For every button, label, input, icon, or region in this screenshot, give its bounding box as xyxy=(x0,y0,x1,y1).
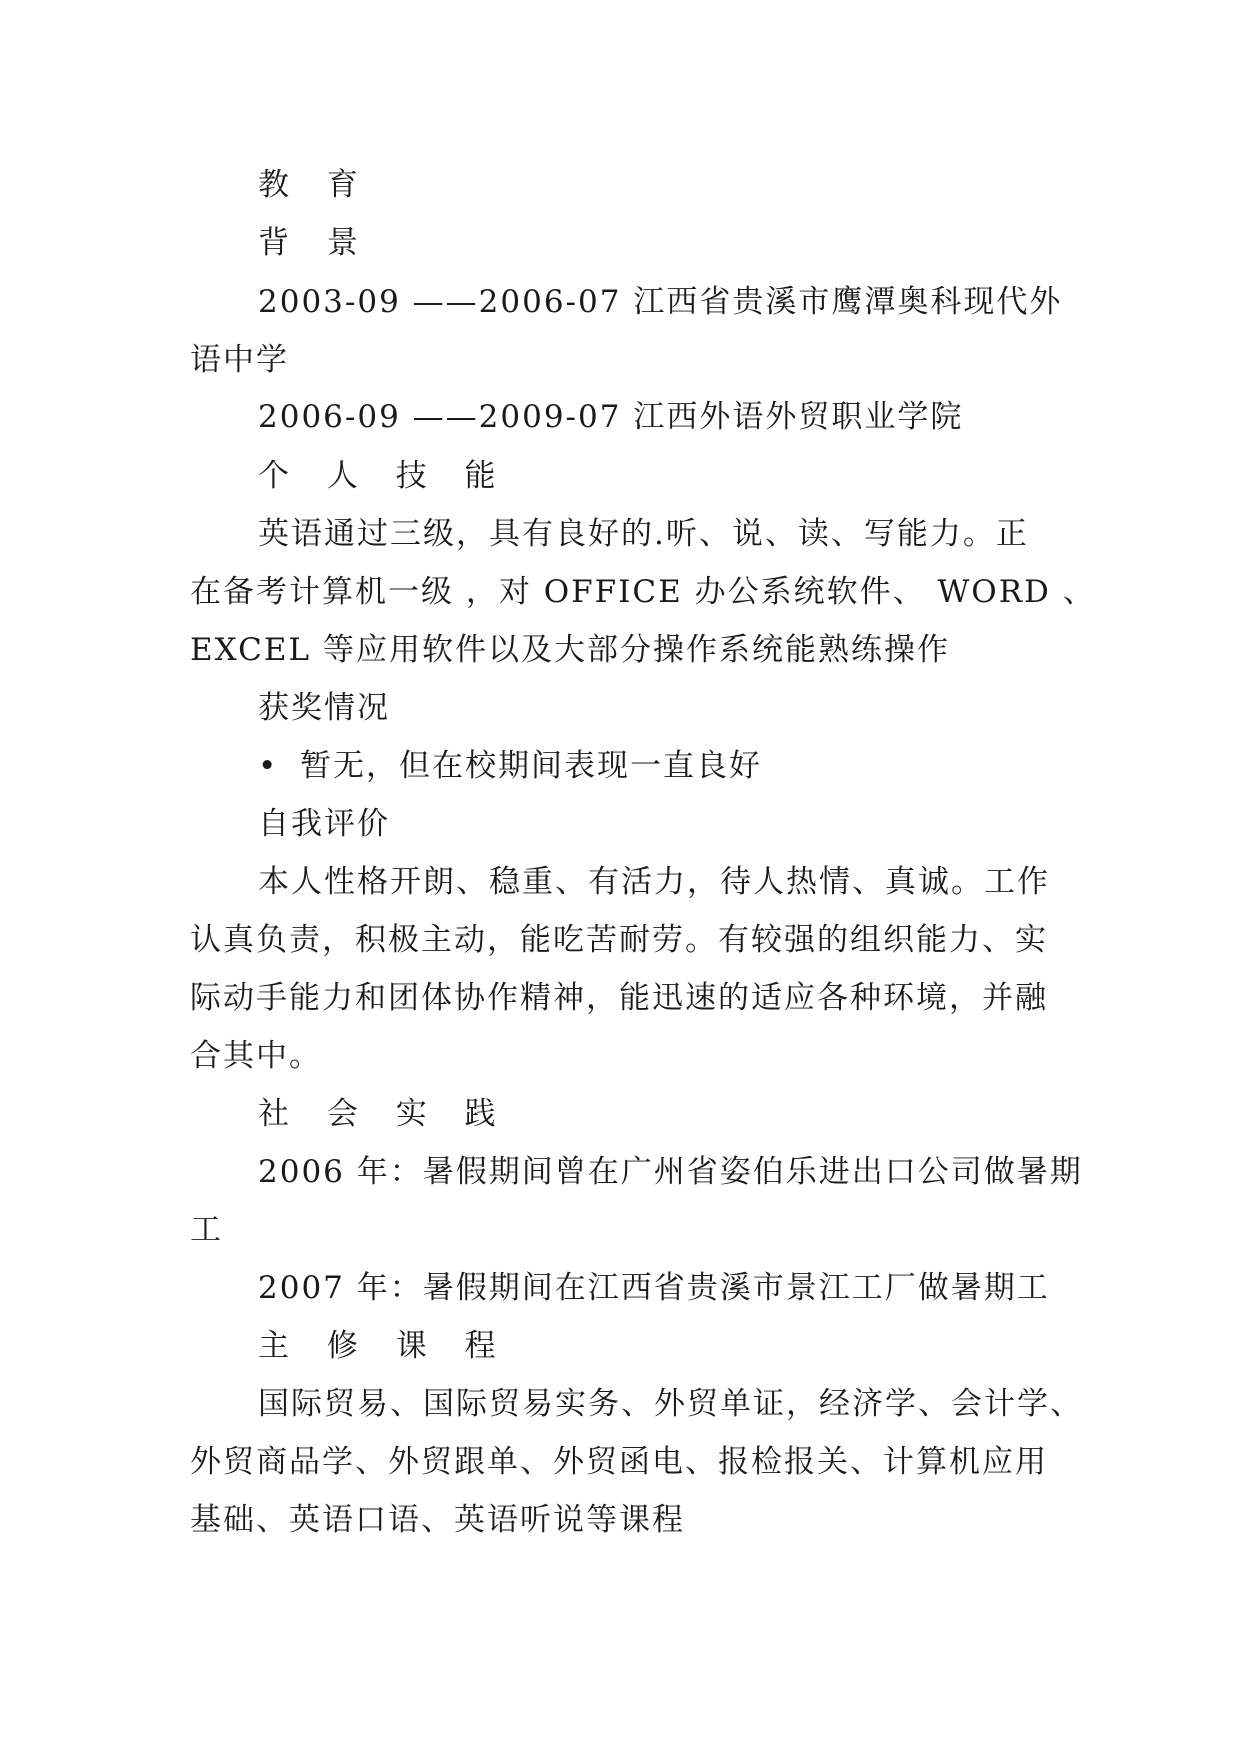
practice-entry-1: 2006 年：暑假期间曾在广州省姿伯乐进出口公司做暑期 xyxy=(258,1154,1083,1190)
awards-heading: 获奖情况 xyxy=(258,690,390,726)
self-evaluation-heading: 自我评价 xyxy=(258,806,390,842)
practice-entry-1-cont: 工 xyxy=(190,1212,223,1248)
skills-line-1: 英语通过三级，具有良好的.听、说、读、写能力。正 xyxy=(258,516,1029,552)
self-evaluation-line-4: 合其中。 xyxy=(190,1038,322,1074)
courses-line-2: 外贸商品学、外贸跟单、外贸函电、报检报关、计算机应用 xyxy=(190,1444,1048,1480)
education-entry-1: 2003-09 ——2006-07 江西省贵溪市鹰潭奥科现代外 xyxy=(258,284,1063,320)
awards-item-text: 暂无，但在校期间表现一直良好 xyxy=(300,748,762,784)
education-heading-line1: 教 育 xyxy=(258,167,372,203)
skills-line-2: 在备考计算机一级 ，对 OFFICE 办公系统软件、 WORD 、 xyxy=(190,574,1096,610)
skills-line-3: EXCEL 等应用软件以及大部分操作系统能熟练操作 xyxy=(190,632,950,668)
self-evaluation-line-1: 本人性格开朗、稳重、有活力，待人热情、真诚。工作 xyxy=(258,864,1050,900)
self-evaluation-line-3: 际动手能力和团体协作精神，能迅速的适应各种环境，并融 xyxy=(190,980,1048,1016)
awards-list-item xyxy=(258,746,762,786)
self-evaluation-line-2: 认真负责，积极主动，能吃苦耐劳。有较强的组织能力、实 xyxy=(190,922,1048,958)
education-entry-2: 2006-09 ——2009-07 江西外语外贸职业学院 xyxy=(258,399,964,435)
skills-heading: 个 人 技 能 xyxy=(258,458,510,494)
education-heading-line2: 背 景 xyxy=(258,225,372,261)
practice-heading: 社 会 实 践 xyxy=(258,1096,510,1132)
practice-entry-2: 2007 年：暑假期间在江西省贵溪市景江工厂做暑期工 xyxy=(258,1270,1050,1306)
courses-heading: 主 修 课 程 xyxy=(258,1328,510,1364)
courses-line-1: 国际贸易、国际贸易实务、外贸单证，经济学、会计学、 xyxy=(258,1386,1083,1422)
bullet-icon: • xyxy=(258,748,279,784)
courses-line-3: 基础、英语口语、英语听说等课程 xyxy=(190,1502,685,1538)
education-entry-1-cont: 语中学 xyxy=(190,342,289,378)
